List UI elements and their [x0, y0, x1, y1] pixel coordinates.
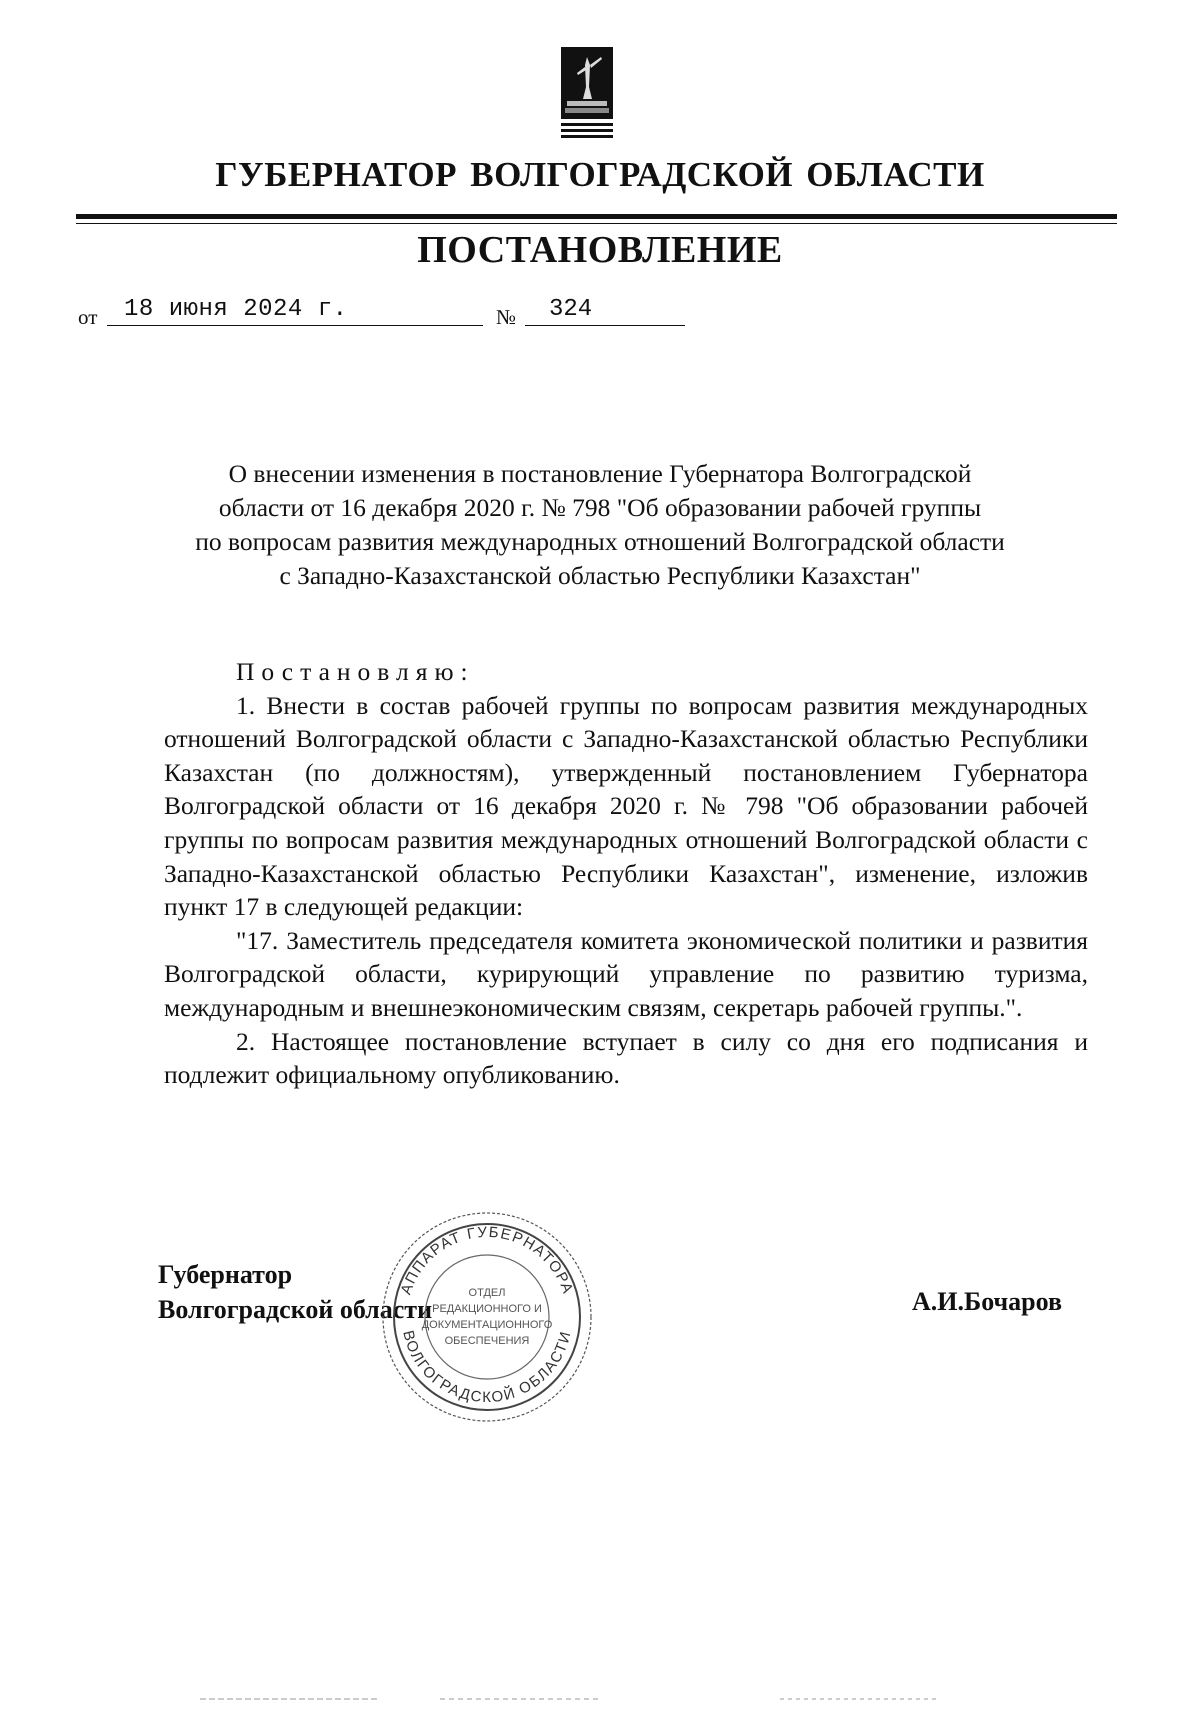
document-type-heading: ПОСТАНОВЛЕНИЕ [417, 229, 783, 271]
scan-edge-artifact [80, 1696, 1120, 1702]
number-prefix: № [496, 305, 517, 329]
issuing-authority-heading: ГУБЕРНАТОР ВОЛГОГРАДСКОЙ ОБЛАСТИ [215, 155, 985, 194]
number-underline [525, 325, 685, 326]
document-date: 18 июня 2024 г. [124, 296, 348, 323]
seal-center-line: РЕДАКЦИОННОГО И [432, 1303, 542, 1315]
seal-center-line: ОТДЕЛ [468, 1287, 506, 1299]
subject-line: области от 16 декабря 2020 г. № 798 "Об образовании рабочей группы [218, 493, 982, 522]
subject-line: по вопросам развития международных отношений Волгоградской области [195, 527, 1005, 556]
document-body [164, 655, 1088, 1092]
subject-line: с Западно-Казахстанской областью Республики Казахстан" [279, 561, 921, 590]
paragraph-item-2: 2. Настоящее постановление вступает в силу со дня его подписания и подлежит официальному опубликованию. [164, 1026, 1088, 1090]
subject-line: О внесении изменения в постановление Губернатора Волгоградской [228, 459, 972, 488]
coat-of-arms-emblem [561, 47, 613, 141]
official-seal-stamp [380, 1210, 595, 1425]
signatory-name: А.И.Бочаров [912, 1287, 1063, 1316]
header-rule-thick [76, 214, 1117, 219]
document-subject [150, 457, 1050, 593]
decree-word: Постановляю: [236, 657, 475, 686]
paragraph-item-1: 1. Внести в состав рабочей группы по вопросам развития международных отношений Волгоградской области с Западно-Казахстанской областью Республики Казахстан (по должностям), утвержденный постановлением Губернатора Волгоградской области от 16 декабря 2020 г. № 798 "Об образовании рабочей группы по вопросам развития международных отношений Волгоградской области с Западно-Казахстанской областью Республики Казахстан", изменение, изложив пункт 17 в следующей редакции: [164, 690, 1088, 922]
seal-center-line: ДОКУМЕНТАЦИОННОГО [421, 1319, 553, 1331]
svg-text:АППАРАТ ГУБЕРНАТОРА [397, 1224, 576, 1297]
seal-ring-top-text: АППАРАТ ГУБЕРНАТОРА [397, 1223, 577, 1297]
signatory-title-line: Губернатор [158, 1260, 293, 1289]
document-number: 324 [549, 296, 593, 323]
header-rule-thin [76, 223, 1117, 224]
date-prefix: от [78, 305, 98, 329]
signatory-title-line: Волгоградской области [158, 1295, 433, 1324]
seal-ring-bottom-text: ВОЛГОГРАДСКОЙ ОБЛАСТИ [399, 1328, 575, 1407]
seal-center-line: ОБЕСПЕЧЕНИЯ [444, 1335, 530, 1347]
date-underline [107, 325, 483, 326]
paragraph-item-1-quote: "17. Заместитель председателя комитета экономической политики и развития Волгоградской области, курирующий управление по развитию туризма, международным и внешнеэкономическим связям, секретарь рабочей группы.". [164, 925, 1088, 1022]
